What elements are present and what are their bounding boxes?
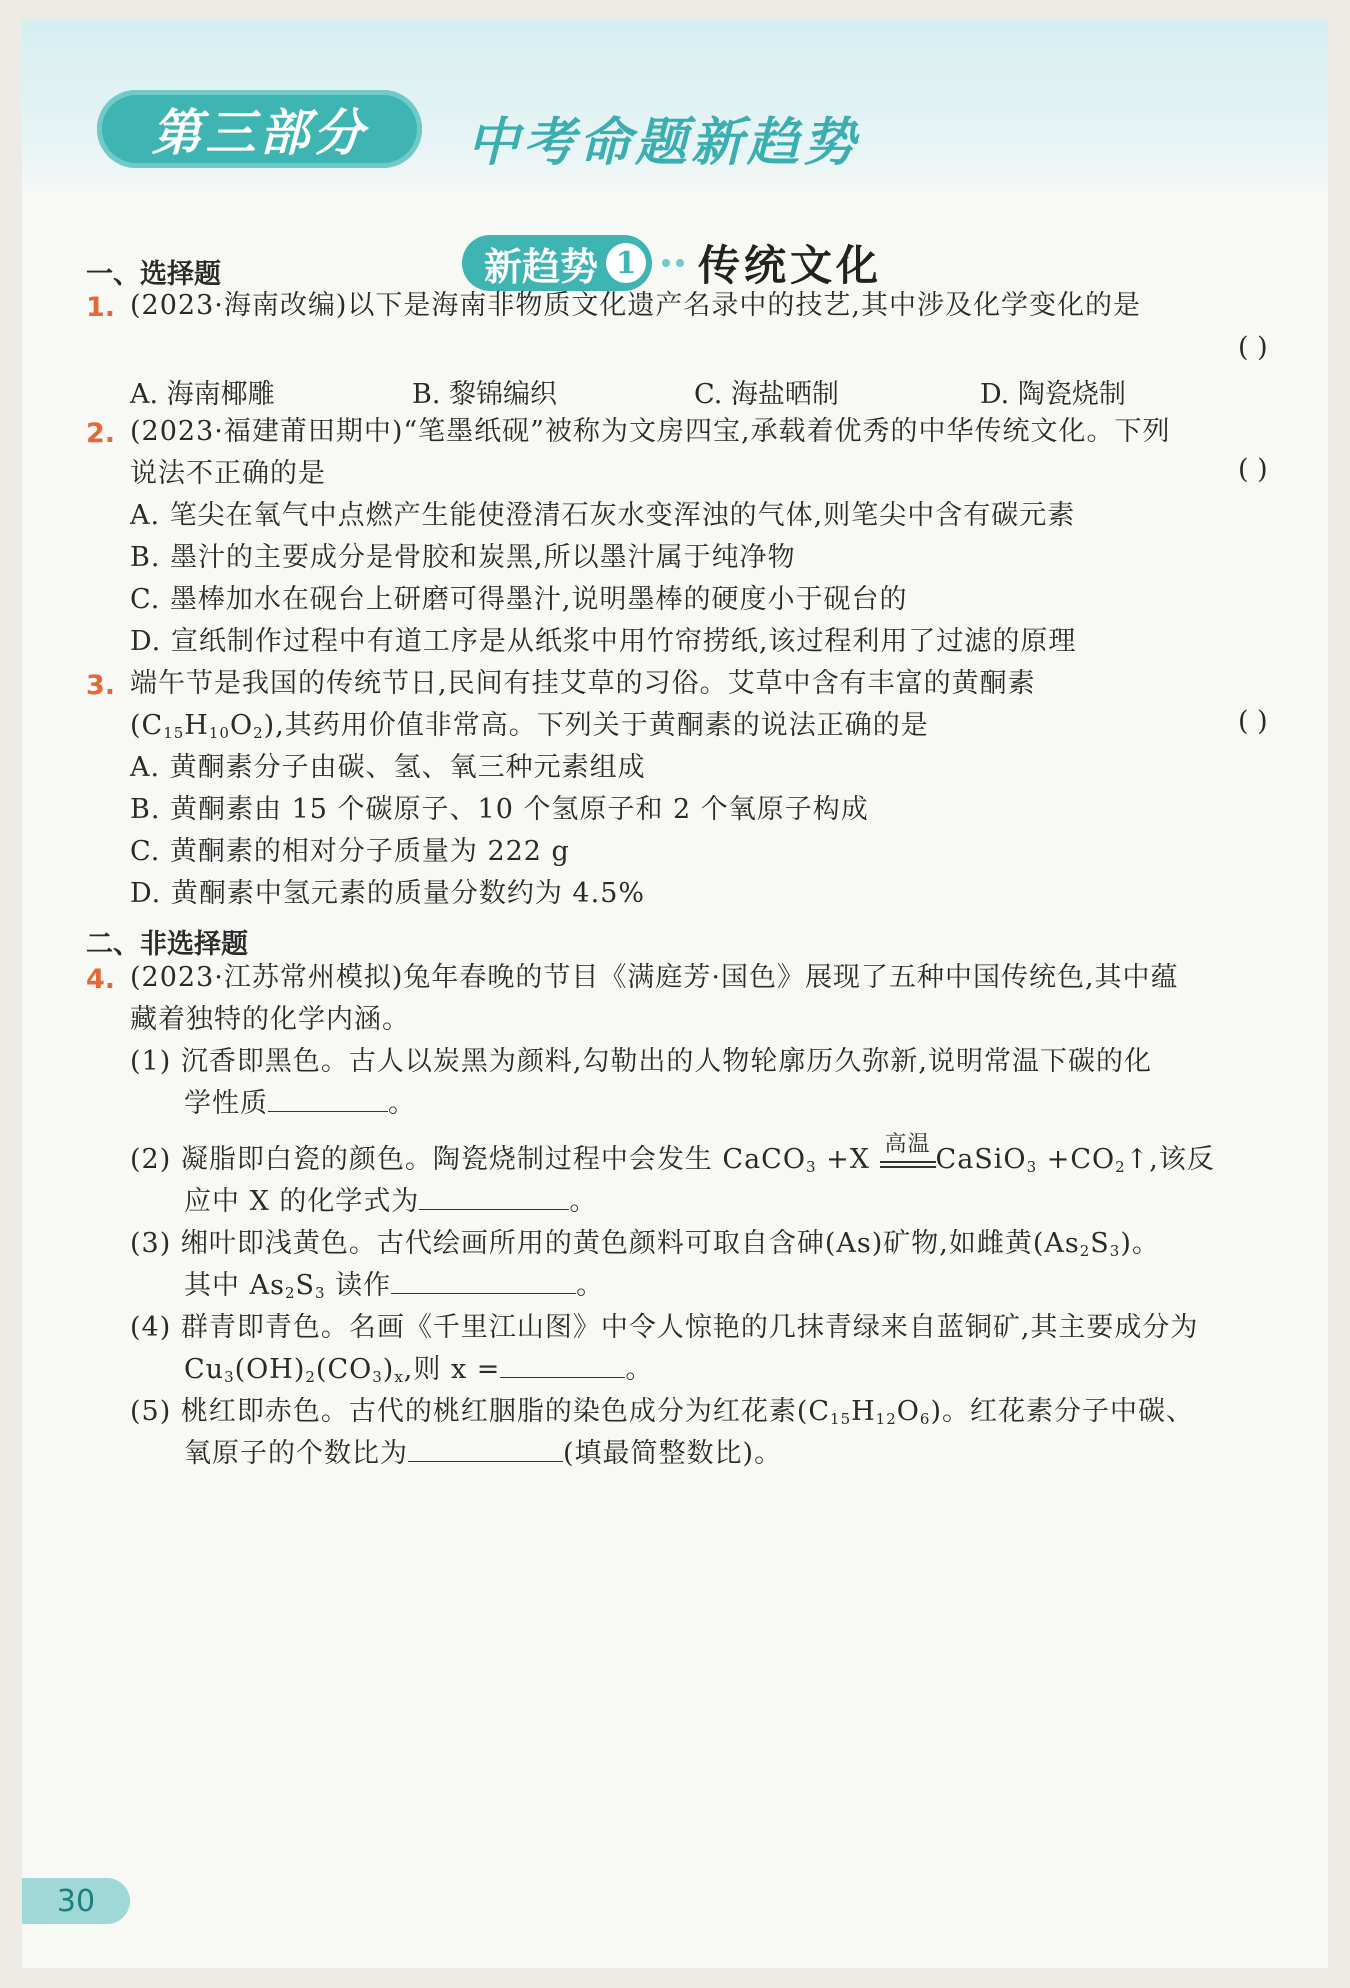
part-title: 中考命题新趋势 xyxy=(467,113,860,173)
q1-number: 1. xyxy=(86,292,116,323)
answer-blank-1[interactable] xyxy=(268,1084,388,1112)
q4-part2-line1: (2) 凝脂即白瓷的颜色。陶瓷烧制过程中会发生 CaCO$_3$ +X 高温 CaSiO$_3$ $+CO_2↑$,该反 xyxy=(130,1132,1215,1176)
answer-blank-5[interactable] xyxy=(408,1434,563,1462)
q3-option-a: A. 黄酮素分子由碳、氢、氧三种元素组成 xyxy=(130,752,646,783)
q3-option-c: C. 黄酮素的相对分子质量为 222 g xyxy=(130,836,570,867)
section-choice: 一、选择题 xyxy=(86,259,221,290)
page xyxy=(22,20,1328,1968)
q1-option-c: C. 海盐晒制 xyxy=(694,379,839,410)
q1-option-b: B. 黎锦编织 xyxy=(412,379,558,410)
q4-part4-line1: (4) 群青即青色。名画《千里江山图》中令人惊艳的几抹青绿来自蓝铜矿,其主要成分为 xyxy=(130,1312,1199,1343)
q3-option-d: D. 黄酮素中氢元素的质量分数约为 4.5% xyxy=(130,878,646,909)
q3-option-b: B. 黄酮素由 15 个碳原子、10 个氢原子和 2 个氧原子构成 xyxy=(130,794,869,825)
q3-number: 3. xyxy=(86,670,116,701)
trend-title: 传统文化 xyxy=(698,241,883,290)
trend-number: 1 xyxy=(606,243,646,283)
q2-option-d: D. 宣纸制作过程中有道工序是从纸浆中用竹帘捞纸,该过程利用了过滤的原理 xyxy=(130,626,1077,657)
q4-part4-line2: $Cu_3(OH)_2(CO_3)_x$,则 x = 。 xyxy=(184,1350,653,1397)
q3-answer-paren: ( ) xyxy=(1238,706,1268,737)
q2-line2: 说法不正确的是 xyxy=(130,458,326,489)
q4-part2-line2: 应中 X 的化学式为 。 xyxy=(184,1182,597,1222)
q1-option-d: D. 陶瓷烧制 xyxy=(980,379,1126,410)
header-banner xyxy=(22,20,1328,190)
answer-blank-4[interactable] xyxy=(500,1350,625,1378)
q4-part3-line1: (3) 缃叶即浅黄色。古代绘画所用的黄色颜料可取自含砷(As)矿物,如雌黄$(As_2S_3)$。 xyxy=(130,1228,1160,1260)
q1-text: (2023·海南改编)以下是海南非物质文化遗产名录中的技艺,其中涉及化学变化的是 xyxy=(130,290,1141,321)
q4-part5-line2: 氧原子的个数比为 (填最简整数比)。 xyxy=(184,1434,782,1474)
q3-line1: 端午节是我国的传统节日,民间有挂艾草的习俗。艾草中含有丰富的黄酮素 xyxy=(130,668,1036,699)
trend-label: 新趋势 xyxy=(484,243,599,289)
answer-blank-2[interactable] xyxy=(419,1182,569,1210)
q4-number: 4. xyxy=(86,964,116,995)
q4-part5-line1: (5) 桃红即赤色。古代的桃红胭脂的染色成分为红花素$(C_{15}H_{12}O_6)$。红花素分子中碳、 xyxy=(130,1396,1194,1428)
section-nonchoice: 二、非选择题 xyxy=(86,929,248,960)
trend-heading xyxy=(462,232,882,294)
dots-decoration xyxy=(662,259,684,267)
q4-part1-line1: (1) 沉香即黑色。古人以炭黑为颜料,勾勒出的人物轮廓历久弥新,说明常温下碳的化 xyxy=(130,1046,1152,1077)
answer-blank-3[interactable] xyxy=(391,1266,576,1294)
q2-option-b: B. 墨汁的主要成分是骨胶和炭黑,所以墨汁属于纯净物 xyxy=(130,542,796,573)
reaction-condition: 高温 xyxy=(880,1151,936,1168)
page-number: 30 xyxy=(22,1878,130,1924)
q2-option-a: A. 笔尖在氧气中点燃产生能使澄清石灰水变浑浊的气体,则笔尖中含有碳元素 xyxy=(130,500,1076,531)
q4-line2: 藏着独特的化学内涵。 xyxy=(130,1004,410,1035)
q4-part3-line2: 其中 $As_2S_3$ 读作 。 xyxy=(184,1266,604,1313)
q1-option-a: A. 海南椰雕 xyxy=(130,379,275,410)
q1-answer-paren: ( ) xyxy=(1238,332,1268,363)
q4-part1-line2: 学性质 。 xyxy=(184,1084,416,1124)
q4-line1: (2023·江苏常州模拟)兔年春晚的节目《满庭芳·国色》展现了五种中国传统色,其中蕴 xyxy=(130,962,1179,993)
trend-badge xyxy=(462,235,652,291)
part-label: 第三部分 xyxy=(97,90,422,168)
q3-line2: $(C_{15}H_{10}O_2)$,其药用价值非常高。下列关于黄酮素的说法正确的是 xyxy=(130,710,929,742)
q2-line1: (2023·福建莆田期中)“笔墨纸砚”被称为文房四宝,承载着优秀的中华传统文化。下列 xyxy=(130,416,1171,447)
q2-number: 2. xyxy=(86,418,116,449)
q2-answer-paren: ( ) xyxy=(1238,454,1268,485)
q2-option-c: C. 墨棒加水在砚台上研磨可得墨汁,说明墨棒的硬度小于砚台的 xyxy=(130,584,908,615)
